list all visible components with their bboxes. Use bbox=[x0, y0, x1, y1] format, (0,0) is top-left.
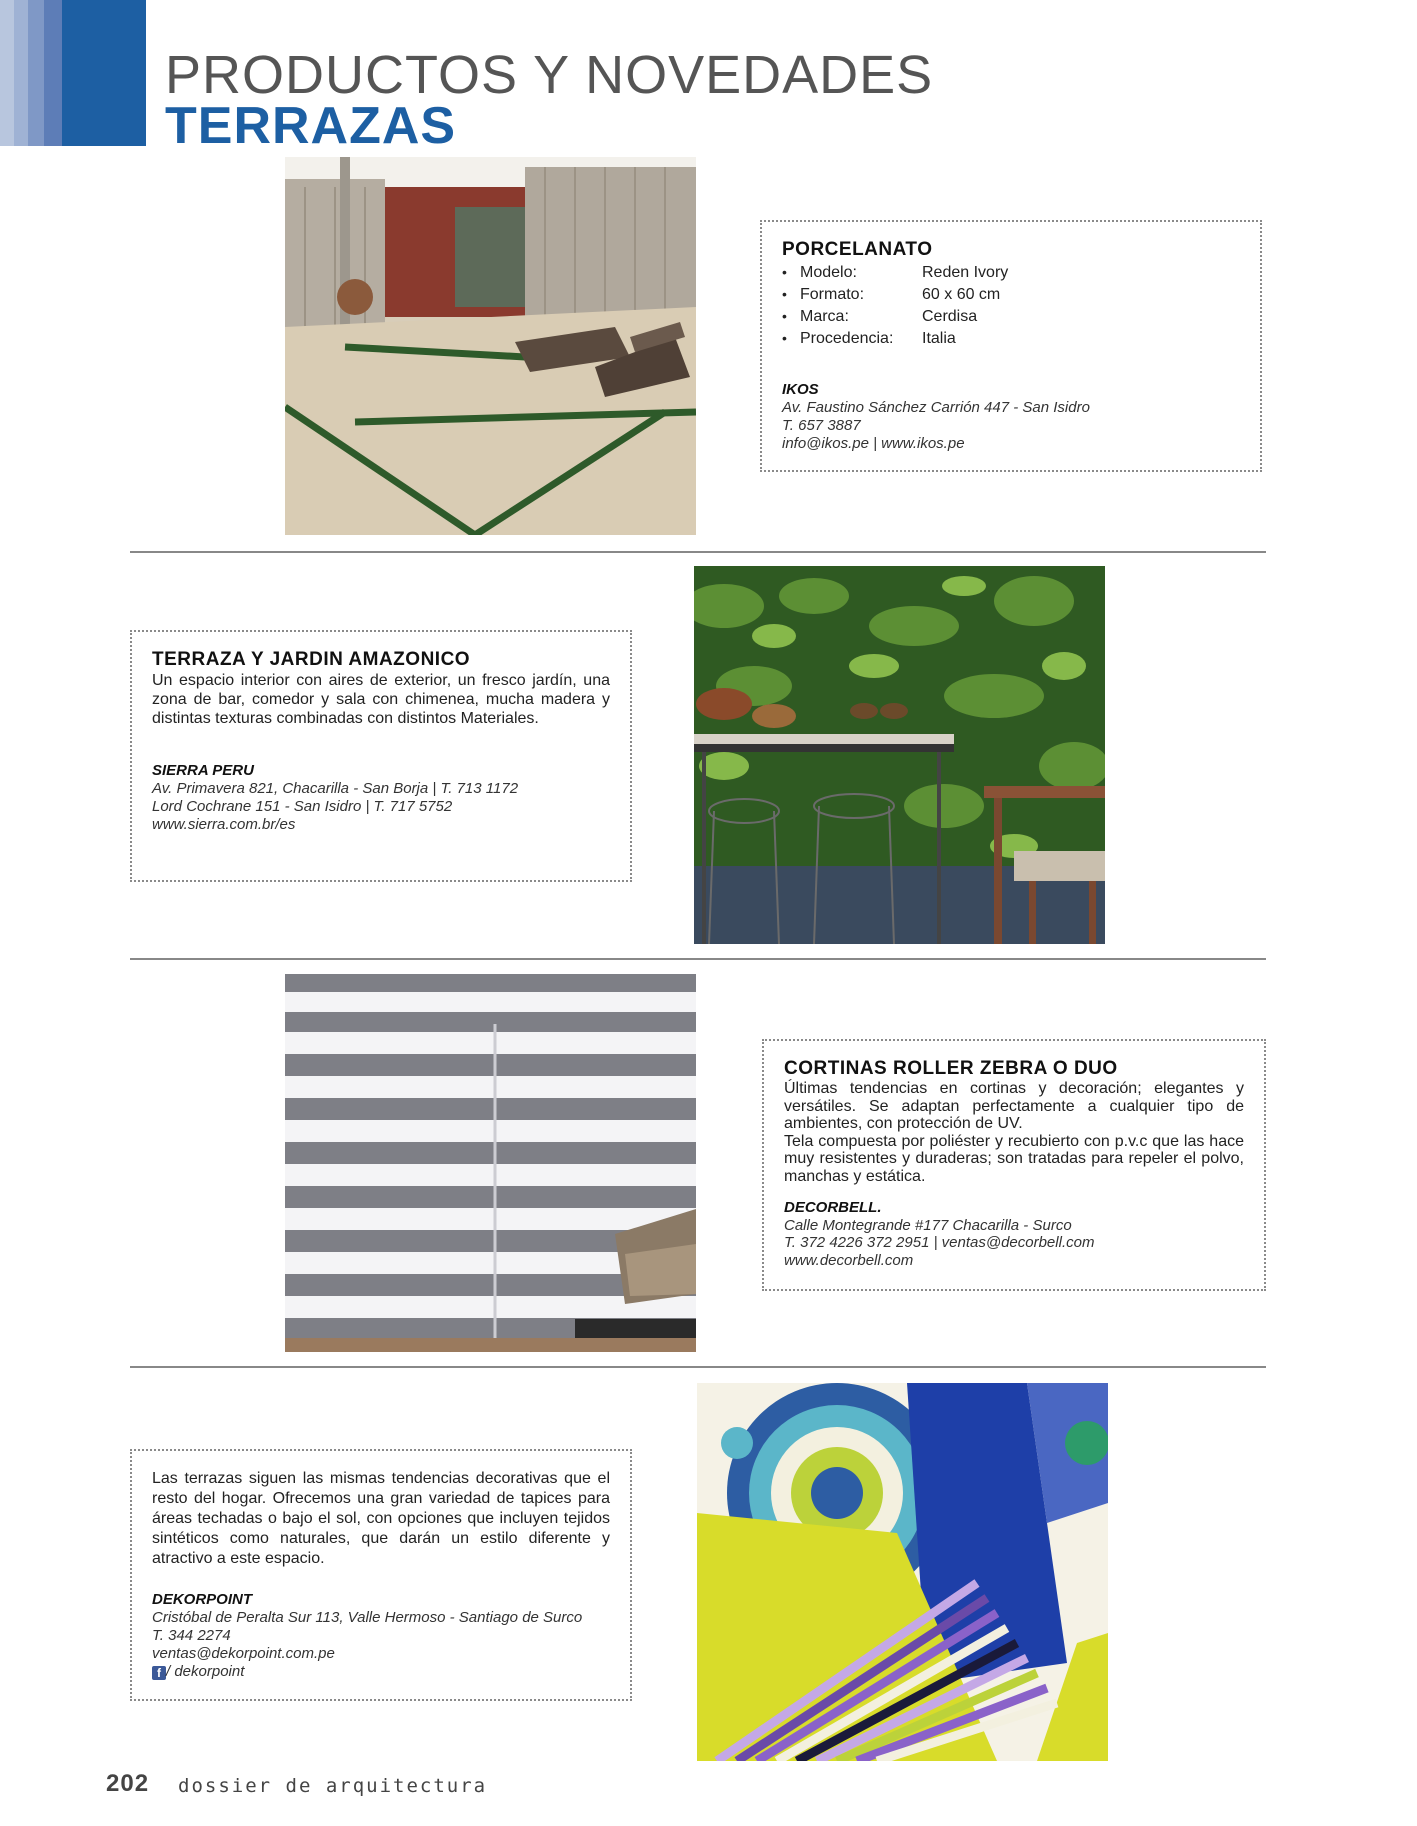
dekorpoint-card bbox=[130, 1449, 632, 1701]
company-website[interactable]: www.decorbell.com bbox=[784, 1251, 914, 1269]
spec-item: • Procedencia: Italia bbox=[782, 329, 956, 347]
company-website[interactable]: www.sierra.com.br/es bbox=[152, 816, 296, 833]
cortinas-description-2: Tela compuesta por poliéster y recubierto con p.v.c que las hace muy resistentes y duraderas; son tratadas para repeler el polvo, manchas y estática. bbox=[784, 1132, 1244, 1185]
company-address: Cristóbal de Peralta Sur 113, Valle Hermoso - Santiago de Surco bbox=[152, 1609, 583, 1626]
cortinas-photo bbox=[285, 974, 696, 1352]
company-address: Calle Montegrande #177 Chacarilla - Surco bbox=[784, 1216, 1072, 1234]
social-handle: / dekorpoint bbox=[166, 1663, 245, 1680]
dekorpoint-company-info bbox=[152, 1591, 610, 1681]
company-contact[interactable]: T. 372 4226 372 2951 | ventas@decorbell.com bbox=[784, 1234, 1095, 1251]
page-title: PRODUCTOS Y NOVEDADES bbox=[165, 45, 934, 105]
terraza-photo bbox=[694, 566, 1105, 944]
porcelanato-specs bbox=[782, 261, 1240, 349]
spec-item: • Marca: Cerdisa bbox=[782, 307, 978, 325]
company-name: IKOS bbox=[782, 381, 819, 398]
company-name: DEKORPOINT bbox=[152, 1591, 253, 1608]
dekorpoint-photo bbox=[697, 1383, 1108, 1761]
section-divider bbox=[130, 958, 1266, 960]
spec-item: • Formato: 60 x 60 cm bbox=[782, 285, 1001, 303]
company-email[interactable]: ventas@dekorpoint.com.pe bbox=[152, 1645, 335, 1662]
cortinas-description: Últimas tendencias en cortinas y decoración; elegantes y versátiles. Se adaptan perfectamente a cualquier tipo de ambientes, con protección de UV. bbox=[784, 1080, 1244, 1132]
dekorpoint-description: Las terrazas siguen las mismas tendencias decorativas que el resto del hogar. Ofrecemos una gran variedad de tapices para áreas techadas o bajo el sol, con opciones que incluyen tejidos sintéticos como naturales, que darán un estilo diferente y atractivo a este espacio. bbox=[152, 1470, 610, 1567]
facebook-icon: f bbox=[152, 1666, 166, 1680]
terraza-card bbox=[130, 630, 632, 882]
cortinas-card bbox=[762, 1039, 1266, 1291]
porcelanato-photo bbox=[285, 157, 696, 535]
cortinas-company-info bbox=[784, 1199, 1244, 1269]
magazine-name: dossier de arquitectura bbox=[178, 1775, 488, 1797]
company-address: Av. Faustino Sánchez Carrión 447 - San Isidro bbox=[782, 399, 1090, 416]
company-social[interactable] bbox=[152, 1663, 610, 1681]
company-name: DECORBELL. bbox=[784, 1199, 882, 1216]
terraza-description: Un espacio interior con aires de exterior, un fresco jardín, una zona de bar, comedor y sala con chimenea, mucha madera y distintas texturas combinadas con distintos Materiales. bbox=[152, 672, 610, 727]
company-contact[interactable]: info@ikos.pe | www.ikos.pe bbox=[782, 435, 965, 452]
header-stripes bbox=[0, 0, 146, 146]
company-phone: T. 344 2274 bbox=[152, 1627, 231, 1644]
company-line-1: Av. Primavera 821, Chacarilla - San Borja | T. 713 1172 bbox=[152, 780, 519, 797]
terraza-title: TERRAZA Y JARDIN AMAZONICO bbox=[152, 649, 471, 670]
cortinas-title: CORTINAS ROLLER ZEBRA O DUO bbox=[784, 1058, 1118, 1079]
company-name: SIERRA PERU bbox=[152, 762, 254, 779]
porcelanato-card bbox=[760, 220, 1262, 472]
page-number: 202 bbox=[106, 1770, 150, 1797]
section-title: TERRAZAS bbox=[165, 97, 457, 155]
terraza-company-info bbox=[152, 762, 610, 834]
spec-item: • Modelo: Reden Ivory bbox=[782, 263, 1009, 281]
section-divider bbox=[130, 551, 1266, 553]
porcelanato-title: PORCELANATO bbox=[782, 239, 933, 260]
porcelanato-company-info bbox=[782, 381, 1240, 453]
company-phone: T. 657 3887 bbox=[782, 417, 861, 434]
company-line-2: Lord Cochrane 151 - San Isidro | T. 717 5752 bbox=[152, 798, 453, 815]
section-divider bbox=[130, 1366, 1266, 1368]
